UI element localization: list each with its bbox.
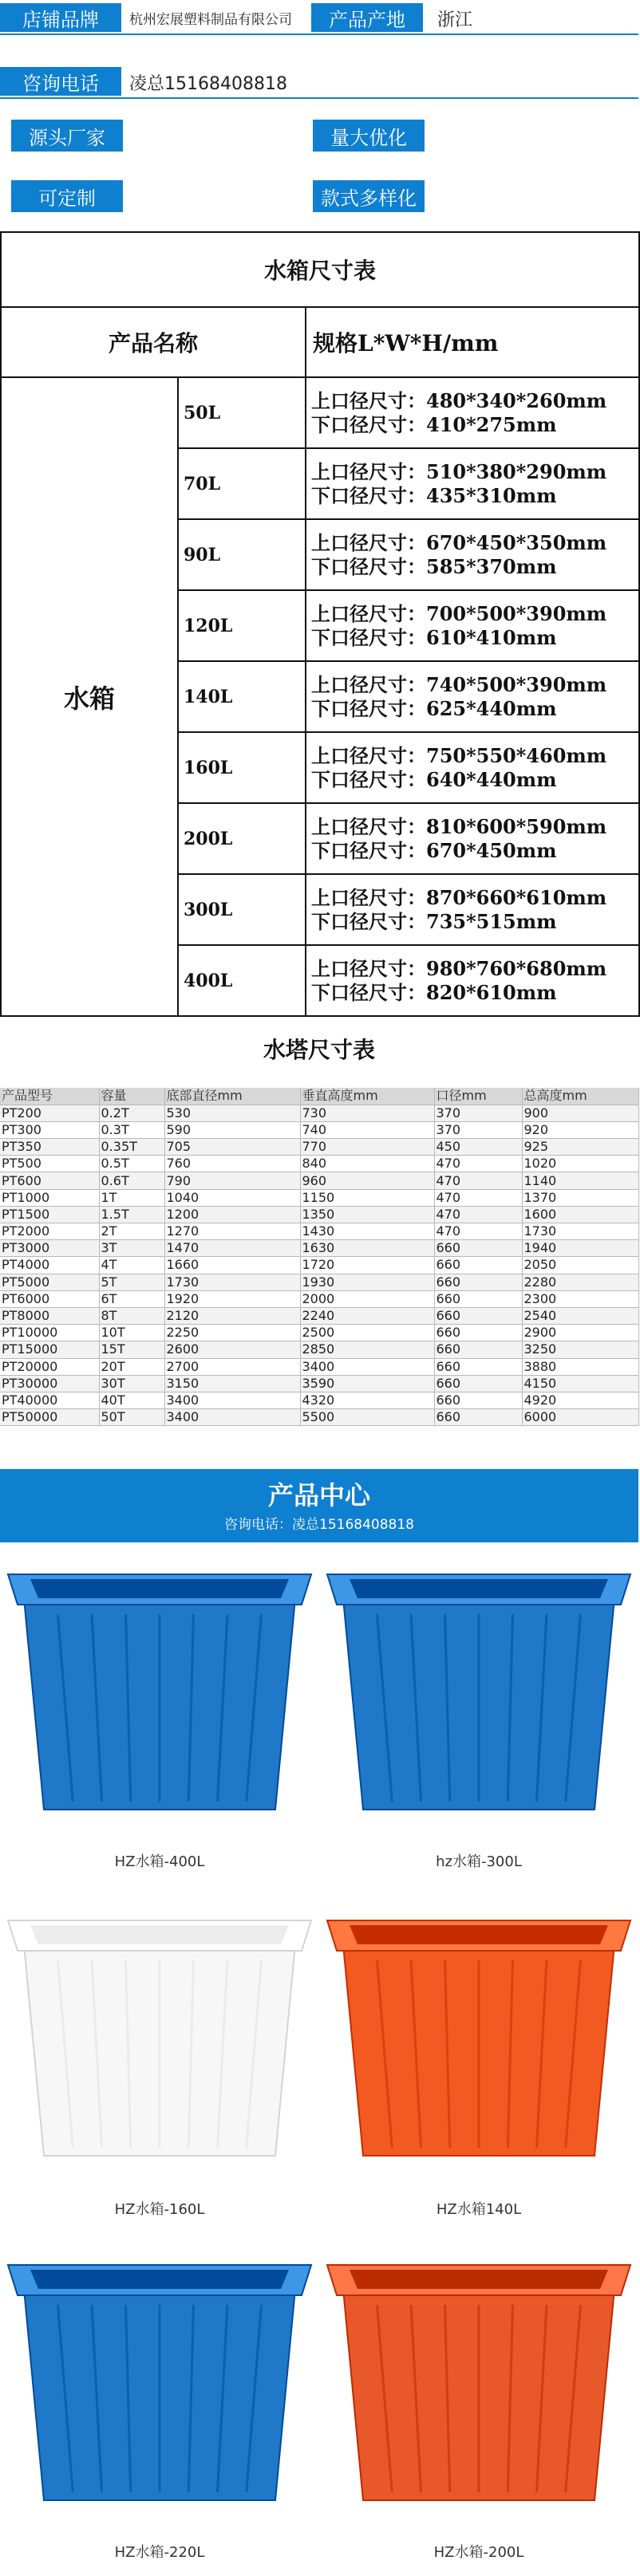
table-cell: 4920: [522, 1392, 638, 1408]
table-cell: 4320: [300, 1392, 434, 1408]
tag-source-factory: 源头厂家: [11, 120, 123, 152]
table-cell: 2250: [164, 1325, 300, 1341]
table-cell: 705: [164, 1139, 300, 1156]
table-row: [0, 1341, 638, 1358]
table-cell: 4150: [522, 1375, 638, 1392]
table-cell: PT1500: [0, 1206, 99, 1223]
tank-opening: [30, 1579, 289, 1598]
table-cell: 2850: [300, 1341, 434, 1358]
shop-name-label: 店铺品牌: [0, 3, 121, 32]
table-cell: 0.2T: [99, 1105, 164, 1121]
capacity-cell: 140L: [178, 661, 306, 732]
table-cell: 900: [522, 1105, 638, 1121]
table-row: [0, 1139, 638, 1156]
product-card[interactable]: [0, 1542, 319, 1885]
capacity-cell: 160L: [178, 732, 306, 803]
top-size: 上口径尺寸：670*450*350mm: [311, 530, 607, 554]
table-cell: 0.5T: [99, 1156, 164, 1172]
spec-cell: [306, 803, 639, 874]
origin-label: 产品产地: [311, 3, 423, 32]
top-size: 上口径尺寸：510*380*290mm: [311, 459, 607, 483]
table-cell: 660: [434, 1307, 522, 1324]
table-cell: PT350: [0, 1139, 99, 1156]
table-cell: 3400: [300, 1358, 434, 1375]
top-size: 上口径尺寸：750*550*460mm: [311, 743, 607, 767]
product-center-contact: 咨询电话：凌总15168408818: [224, 1517, 414, 1533]
table-cell: 1720: [300, 1257, 434, 1274]
table-cell: 1920: [164, 1290, 300, 1307]
table-cell: 370: [434, 1105, 522, 1121]
table-cell: 8T: [99, 1307, 164, 1324]
table-cell: PT8000: [0, 1307, 99, 1324]
table-cell: 4T: [99, 1257, 164, 1274]
table-cell: 6000: [522, 1409, 638, 1426]
bottom-size: 下口径尺寸：585*370mm: [311, 554, 557, 578]
table-cell: 30T: [99, 1375, 164, 1392]
tank-opening: [350, 2270, 608, 2289]
table-cell: 660: [434, 1392, 522, 1408]
table-row: [0, 1257, 638, 1274]
table-cell: 3250: [522, 1341, 638, 1358]
table-cell: PT500: [0, 1156, 99, 1172]
tank-opening: [350, 1925, 608, 1944]
table-cell: 2280: [522, 1274, 638, 1290]
table-cell: 470: [434, 1206, 522, 1223]
capacity-cell: 400L: [178, 945, 306, 1016]
table-cell: PT5000: [0, 1274, 99, 1290]
table-row: [0, 1223, 638, 1240]
table-cell: 470: [434, 1223, 522, 1240]
table-row: [0, 1274, 638, 1290]
table-cell: 1270: [164, 1223, 300, 1240]
table-cell: PT300: [0, 1121, 99, 1138]
table-cell: 3400: [164, 1409, 300, 1426]
table-row: [0, 1392, 638, 1408]
table-cell: 1730: [164, 1274, 300, 1290]
bottom-size: 下口径尺寸：435*310mm: [311, 483, 557, 507]
table-cell: PT15000: [0, 1341, 99, 1358]
bottom-size: 下口径尺寸：820*610mm: [311, 980, 557, 1004]
table-cell: 1660: [164, 1257, 300, 1274]
table-cell: PT3000: [0, 1240, 99, 1257]
table-cell: PT600: [0, 1172, 99, 1189]
table-cell: 1370: [522, 1189, 638, 1206]
table-cell: 660: [434, 1358, 522, 1375]
table-cell: 2000: [300, 1290, 434, 1307]
table-cell: 1430: [300, 1223, 434, 1240]
table-cell: PT50000: [0, 1409, 99, 1426]
consult-row: [0, 64, 638, 99]
tank-opening: [350, 1579, 608, 1598]
spec-cell: [306, 519, 639, 590]
table-cell: 730: [300, 1105, 434, 1121]
table-cell: 1730: [522, 1223, 638, 1240]
bottom-size: 下口径尺寸：640*440mm: [311, 767, 557, 791]
product-name[interactable]: hz水箱-300L: [436, 1853, 522, 1870]
table-cell: PT40000: [0, 1392, 99, 1408]
consult-value: 凌总15168408818: [129, 74, 287, 94]
shop-name-row: [0, 0, 638, 35]
table-cell: 10T: [99, 1325, 164, 1341]
table-cell: 450: [434, 1139, 522, 1156]
table-row: [0, 1375, 638, 1392]
tank-opening: [30, 1925, 289, 1944]
product-center-banner: [0, 1469, 638, 1542]
table-row: [0, 1189, 638, 1206]
table-cell: 5500: [300, 1409, 434, 1426]
table-cell: 0.3T: [99, 1121, 164, 1138]
table-row: [0, 1240, 638, 1257]
table-row: [0, 1206, 638, 1223]
table-cell: PT6000: [0, 1290, 99, 1307]
table-cell: 770: [300, 1139, 434, 1156]
bottom-size: 下口径尺寸：610*410mm: [311, 625, 557, 649]
product-center-title: 产品中心: [267, 1480, 370, 1511]
table-cell: 920: [522, 1121, 638, 1138]
table-row: [0, 1307, 638, 1324]
top-size: 上口径尺寸：980*760*680mm: [311, 956, 607, 980]
table-header-row: [0, 1088, 638, 1105]
table-cell: 1020: [522, 1156, 638, 1172]
table-cell: 2300: [522, 1290, 638, 1307]
spec-cell: [306, 945, 639, 1016]
table-cell: 3590: [300, 1375, 434, 1392]
table-cell: 925: [522, 1139, 638, 1156]
table-cell: PT4000: [0, 1257, 99, 1274]
product-name[interactable]: HZ水箱-160L: [114, 2201, 205, 2218]
table-cell: 1470: [164, 1240, 300, 1257]
water-tank-image: [319, 1889, 638, 2184]
tag-various-styles: 款式多样化: [313, 180, 425, 212]
table-cell: PT10000: [0, 1325, 99, 1341]
water-tank-image: [319, 2233, 638, 2528]
table-cell: 470: [434, 1172, 522, 1189]
table-row: [0, 1121, 638, 1138]
top-size: 上口径尺寸：810*600*590mm: [311, 814, 607, 838]
tank-size-title: 水箱尺寸表: [1, 232, 639, 307]
table-cell: 370: [434, 1121, 522, 1138]
bottom-size: 下口径尺寸：625*440mm: [311, 696, 557, 720]
shop-name-value: 杭州宏展塑料制品有限公司: [129, 12, 292, 28]
table-cell: 2T: [99, 1223, 164, 1240]
table-cell: PT200: [0, 1105, 99, 1121]
table-cell: 660: [434, 1375, 522, 1392]
product-name[interactable]: HZ水箱-220L: [114, 2544, 205, 2561]
table-cell: 660: [434, 1409, 522, 1426]
table-row: [1, 377, 639, 448]
table-cell: 2500: [300, 1325, 434, 1341]
table-cell: 1930: [300, 1274, 434, 1290]
spec-cell: [306, 874, 639, 945]
table-cell: 2700: [164, 1358, 300, 1375]
table-cell: 1150: [300, 1189, 434, 1206]
table-row: [0, 1172, 638, 1189]
table-cell: 40T: [99, 1392, 164, 1408]
table-cell: 2240: [300, 1307, 434, 1324]
product-card[interactable]: [0, 2233, 319, 2576]
spec-cell: [306, 448, 639, 519]
tag-bulk-discount: 量大优化: [313, 120, 425, 152]
column-header: 口径mm: [434, 1088, 522, 1105]
table-cell: 20T: [99, 1358, 164, 1375]
table-cell: 1630: [300, 1240, 434, 1257]
table-cell: 5T: [99, 1274, 164, 1290]
column-header: 底部直径mm: [164, 1088, 300, 1105]
table-cell: 2540: [522, 1307, 638, 1324]
table-cell: 2900: [522, 1325, 638, 1341]
table-cell: 840: [300, 1156, 434, 1172]
top-size: 上口径尺寸：700*500*390mm: [311, 601, 607, 625]
col-product-name: 产品名称: [1, 307, 306, 377]
table-cell: PT20000: [0, 1358, 99, 1375]
product-card[interactable]: [319, 2233, 638, 2576]
table-cell: 960: [300, 1172, 434, 1189]
table-cell: 1600: [522, 1206, 638, 1223]
column-header: 容量: [99, 1088, 164, 1105]
table-cell: 15T: [99, 1341, 164, 1358]
table-cell: 2120: [164, 1307, 300, 1324]
divider-line: [0, 97, 638, 99]
table-cell: PT2000: [0, 1223, 99, 1240]
top-size: 上口径尺寸：740*500*390mm: [311, 672, 607, 696]
table-row: [0, 1290, 638, 1307]
water-tank-image: [0, 2233, 319, 2528]
bottom-size: 下口径尺寸：410*275mm: [311, 412, 557, 436]
table-cell: 1.5T: [99, 1206, 164, 1223]
category-cell: 水箱: [1, 377, 178, 1016]
capacity-cell: 70L: [178, 448, 306, 519]
table-cell: 2050: [522, 1257, 638, 1274]
table-cell: 660: [434, 1257, 522, 1274]
column-header: 垂直高度mm: [300, 1088, 434, 1105]
table-cell: 1T: [99, 1189, 164, 1206]
table-cell: 3T: [99, 1240, 164, 1257]
table-cell: 660: [434, 1325, 522, 1341]
table-cell: 660: [434, 1274, 522, 1290]
table-cell: PT1000: [0, 1189, 99, 1206]
table-cell: 0.35T: [99, 1139, 164, 1156]
table-cell: 740: [300, 1121, 434, 1138]
table-cell: 3880: [522, 1358, 638, 1375]
product-name[interactable]: HZ水箱-400L: [114, 1853, 205, 1870]
consult-label: 咨询电话: [0, 67, 121, 96]
spec-cell: [306, 377, 639, 448]
top-size: 上口径尺寸：870*660*610mm: [311, 885, 607, 909]
capacity-cell: 300L: [178, 874, 306, 945]
tank-opening: [30, 2270, 289, 2289]
table-cell: 1350: [300, 1206, 434, 1223]
water-tank-image: [0, 1889, 319, 2184]
table-cell: 1200: [164, 1206, 300, 1223]
table-cell: 50T: [99, 1409, 164, 1426]
table-cell: 1940: [522, 1240, 638, 1257]
spec-cell: [306, 590, 639, 661]
table-row: [0, 1105, 638, 1121]
tower-size-title: 水塔尺寸表: [263, 1037, 375, 1063]
column-header: 产品型号: [0, 1088, 99, 1105]
table-cell: PT30000: [0, 1375, 99, 1392]
table-cell: 6T: [99, 1290, 164, 1307]
table-cell: 1040: [164, 1189, 300, 1206]
column-header: 总高度mm: [522, 1088, 638, 1105]
table-cell: 470: [434, 1156, 522, 1172]
spec-cell: [306, 661, 639, 732]
table-cell: 790: [164, 1172, 300, 1189]
table-cell: 760: [164, 1156, 300, 1172]
product-card[interactable]: [319, 1542, 638, 1885]
divider-line: [0, 33, 638, 35]
capacity-cell: 50L: [178, 377, 306, 448]
tag-customizable: 可定制: [11, 180, 123, 212]
shop-info: [0, 0, 638, 231]
water-tank-image: [319, 1542, 638, 1837]
table-row: [0, 1358, 638, 1375]
origin-value: 浙江: [437, 10, 473, 30]
col-spec: 规格L*W*H/mm: [306, 307, 639, 377]
top-size: 上口径尺寸：480*340*260mm: [311, 388, 607, 412]
capacity-cell: 90L: [178, 519, 306, 590]
table-cell: 0.6T: [99, 1172, 164, 1189]
table-row: [0, 1156, 638, 1172]
table-cell: 3150: [164, 1375, 300, 1392]
table-row: [0, 1325, 638, 1341]
table-row: [0, 1409, 638, 1426]
table-cell: 470: [434, 1189, 522, 1206]
tower-size-table: [0, 1088, 639, 1426]
spec-cell: [306, 732, 639, 803]
bottom-size: 下口径尺寸：670*450mm: [311, 838, 557, 862]
table-cell: 590: [164, 1121, 300, 1138]
capacity-cell: 120L: [178, 590, 306, 661]
tank-size-table: [0, 231, 640, 1017]
table-cell: 2600: [164, 1341, 300, 1358]
table-cell: 660: [434, 1290, 522, 1307]
product-name[interactable]: HZ水箱140L: [436, 2201, 522, 2218]
table-cell: 1140: [522, 1172, 638, 1189]
bottom-size: 下口径尺寸：735*515mm: [311, 909, 557, 933]
product-card[interactable]: [0, 1889, 319, 2231]
table-cell: 660: [434, 1240, 522, 1257]
table-cell: 660: [434, 1341, 522, 1358]
water-tank-image: [0, 1542, 319, 1837]
table-cell: 530: [164, 1105, 300, 1121]
product-name[interactable]: HZ水箱-200L: [433, 2544, 524, 2561]
table-cell: 3400: [164, 1392, 300, 1408]
capacity-cell: 200L: [178, 803, 306, 874]
product-card[interactable]: [319, 1889, 638, 2231]
